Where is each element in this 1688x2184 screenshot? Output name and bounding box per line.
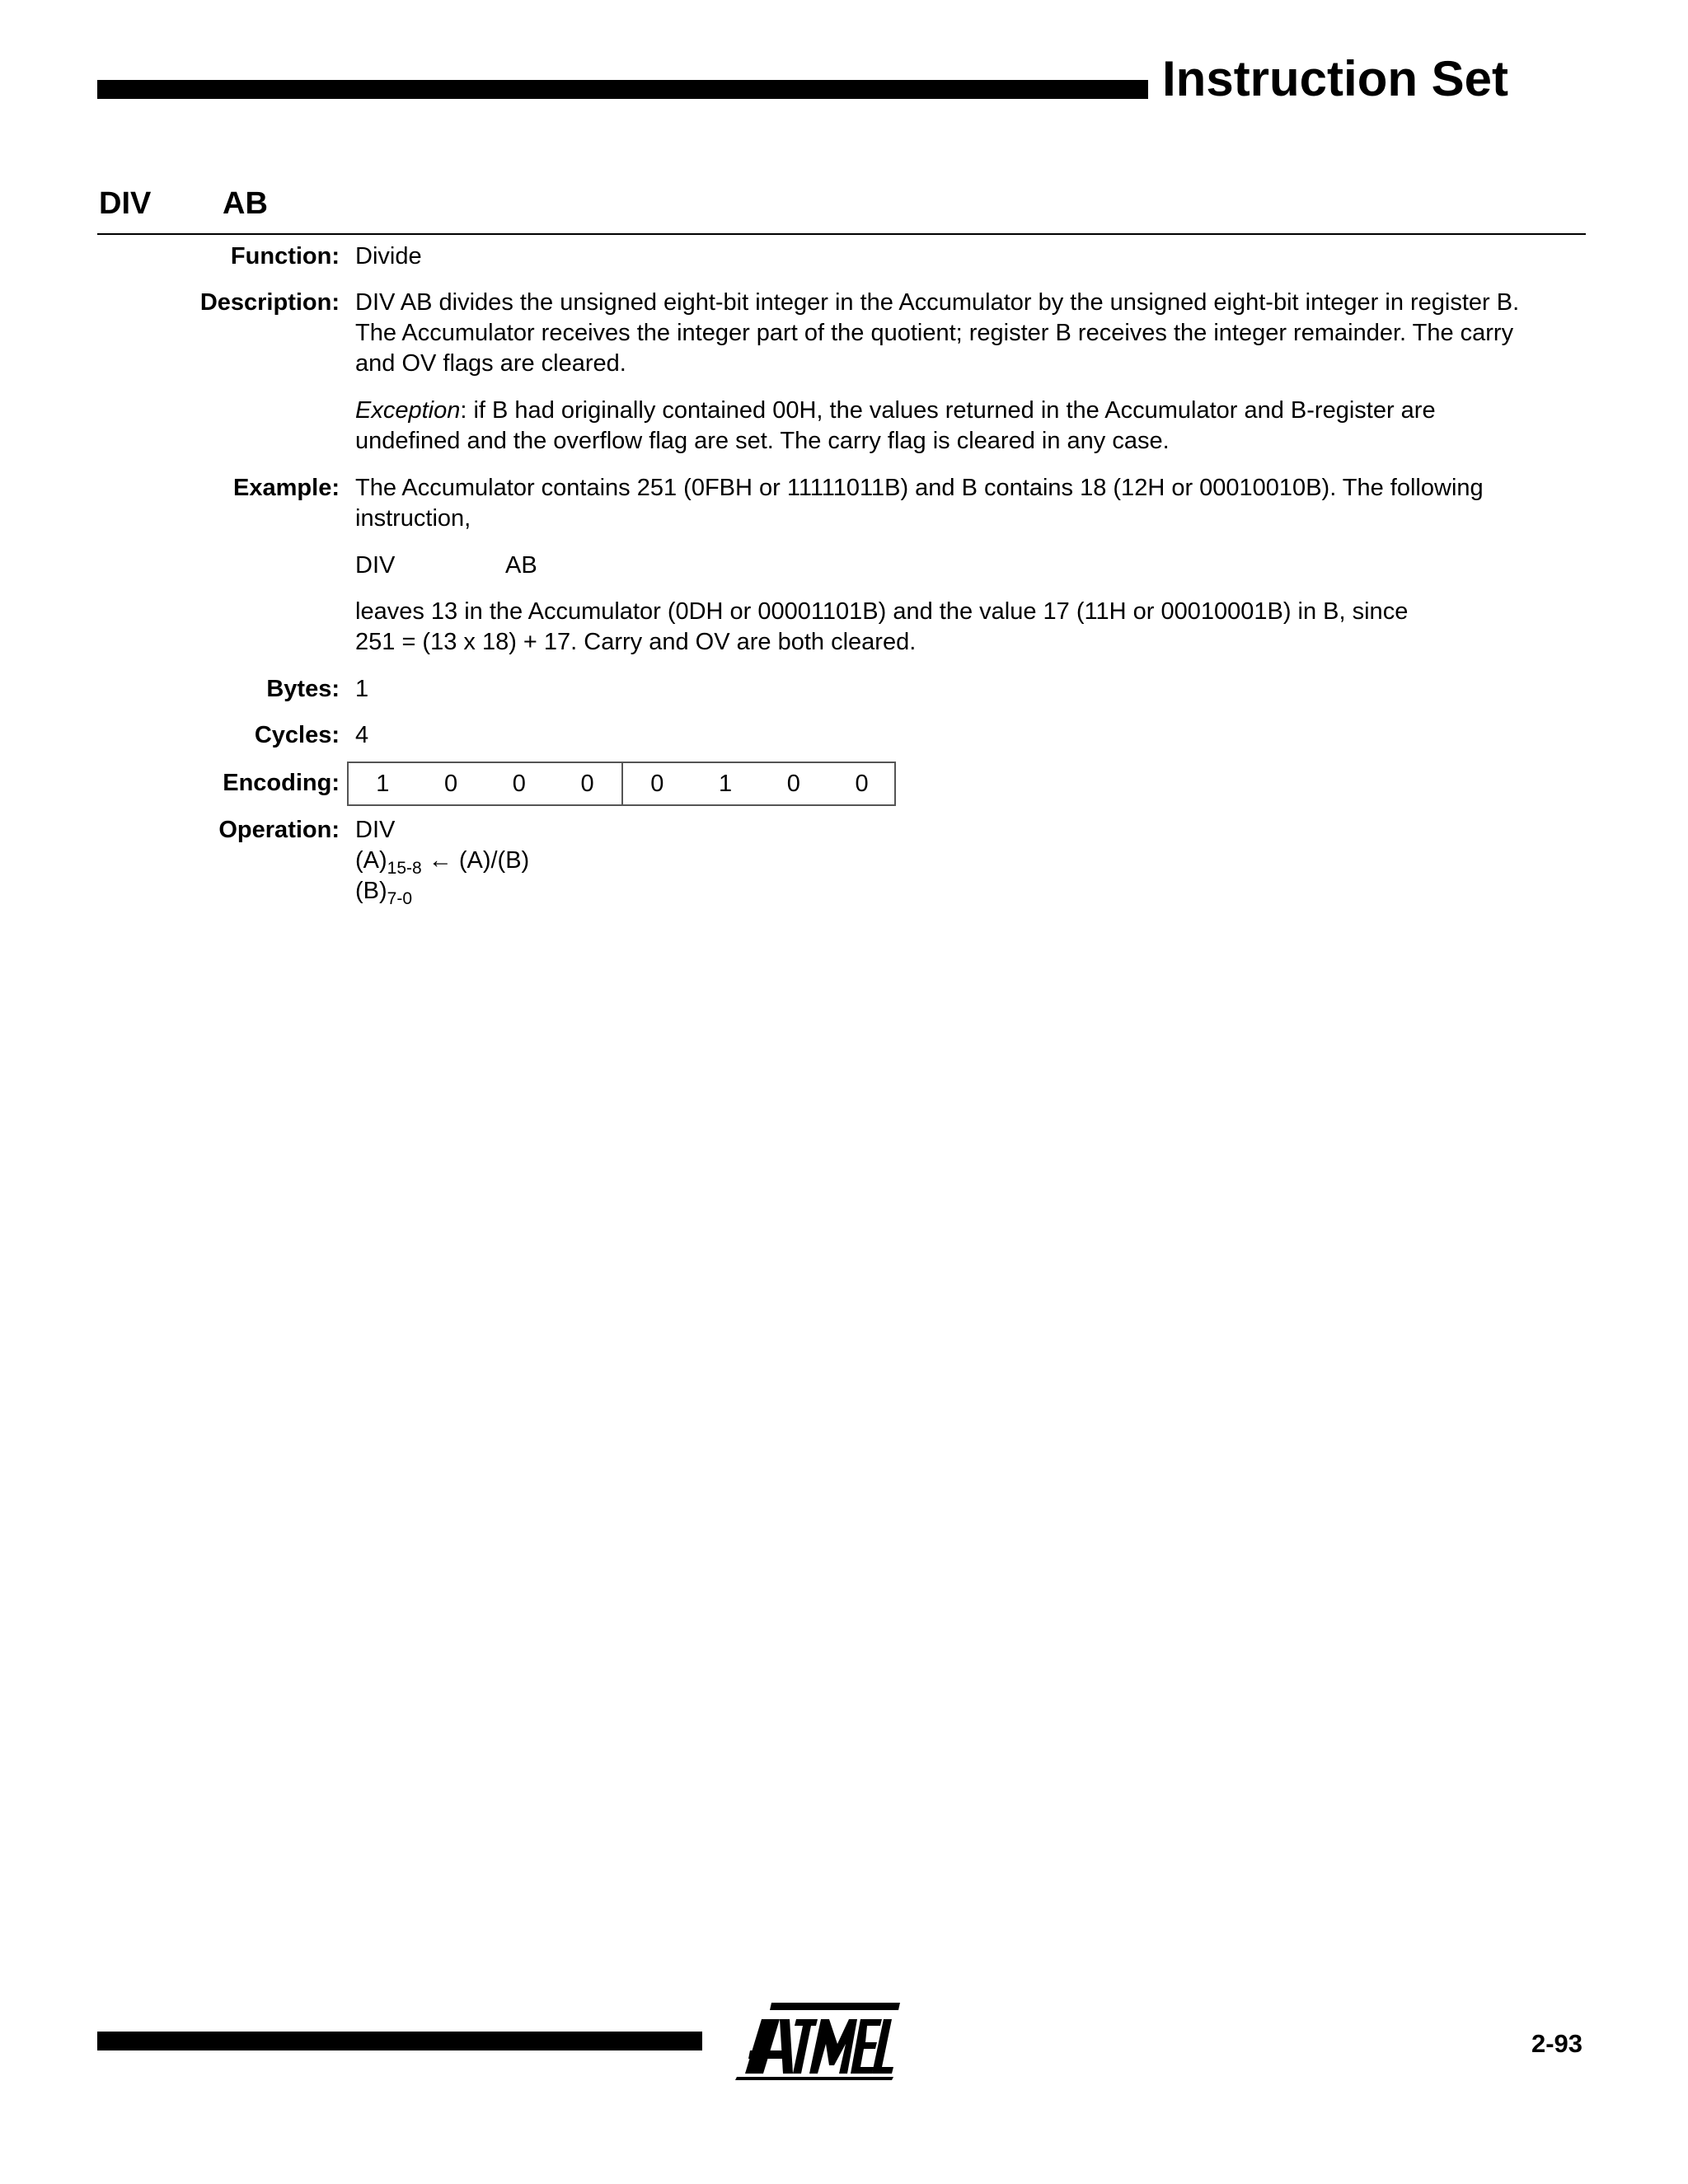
left-arrow-icon: ← bbox=[428, 847, 452, 874]
example-code bbox=[355, 551, 1575, 581]
encoding-bit: 0 bbox=[650, 770, 664, 797]
example-line: The Accumulator contains 251 (0FBH or 11111011B) and B contains 18 (12H or 00010010B). The following bbox=[355, 475, 1484, 501]
header-rule bbox=[97, 80, 1148, 99]
instruction-operand: AB bbox=[223, 186, 268, 221]
function-value: Divide bbox=[355, 243, 422, 269]
encoding-bit: 1 bbox=[719, 770, 733, 797]
example-label: Example: bbox=[233, 475, 340, 501]
exception-line: Exception: if B had originally contained 00H, the values returned in the Accumulator and B-register are bbox=[355, 397, 1436, 424]
cycles-label: Cycles: bbox=[254, 722, 340, 748]
operation-label: Operation: bbox=[218, 817, 340, 843]
encoding-bit: 0 bbox=[786, 770, 800, 797]
footer-rule bbox=[97, 2032, 702, 2050]
example-result-line: 251 = (13 x 18) + 17. Carry and OV are both cleared. bbox=[355, 629, 917, 655]
description-label: Description: bbox=[199, 289, 340, 316]
cycles-value: 4 bbox=[355, 722, 369, 748]
bytes-label: Bytes: bbox=[266, 676, 340, 702]
description-line: The Accumulator receives the integer part of the quotient; register B receives the integer remainder. The carry bbox=[355, 320, 1514, 346]
operation-line-2: $(B)_{7-0}$ bbox=[355, 878, 413, 908]
exception-line: undefined and the overflow flag are set. The carry flag is cleared in any case. bbox=[355, 428, 1170, 454]
example-result bbox=[355, 597, 1575, 658]
encoding-bit: 0 bbox=[444, 770, 458, 797]
function-label: Function: bbox=[230, 243, 340, 269]
description-text bbox=[355, 288, 1575, 379]
example-text bbox=[355, 473, 1575, 534]
encoding-low-nibble bbox=[621, 763, 896, 804]
encoding-bit: 1 bbox=[376, 770, 390, 797]
exception-word: Exception bbox=[355, 397, 461, 424]
encoding-high-nibble bbox=[349, 763, 621, 804]
encoding-bit: 0 bbox=[580, 770, 594, 797]
encoding-label: Encoding: bbox=[223, 770, 340, 796]
instruction-title bbox=[99, 188, 268, 219]
bytes-value: 1 bbox=[355, 676, 369, 702]
example-code-arg: AB bbox=[505, 552, 537, 579]
exception-text bbox=[355, 396, 1575, 457]
example-line: instruction, bbox=[355, 505, 471, 532]
encoding-bit: 0 bbox=[512, 770, 526, 797]
operation-line-1: $(A)_{15-8}$ ← (A)/(B) bbox=[355, 847, 530, 878]
instruction-mnemonic: DIV bbox=[99, 186, 152, 221]
example-result-line: leaves 13 in the Accumulator (0DH or 00001101B) and the value 17 (11H or 00010001B) in B, since bbox=[355, 598, 1409, 625]
description-line: DIV AB divides the unsigned eight-bit integer in the Accumulator by the unsigned eight-bit integer in register B. bbox=[355, 289, 1520, 316]
operation-name: DIV bbox=[355, 817, 396, 843]
description-line: and OV flags are cleared. bbox=[355, 350, 626, 377]
example-code-op: DIV bbox=[355, 552, 396, 579]
operation-text bbox=[355, 815, 1575, 907]
encoding-table bbox=[347, 762, 896, 806]
page-number: 2-93 bbox=[1531, 2029, 1582, 2058]
page-header-title: Instruction Set bbox=[1162, 51, 1509, 106]
title-divider bbox=[97, 233, 1586, 235]
encoding-bit: 0 bbox=[855, 770, 869, 797]
atmel-logo bbox=[729, 2001, 902, 2080]
